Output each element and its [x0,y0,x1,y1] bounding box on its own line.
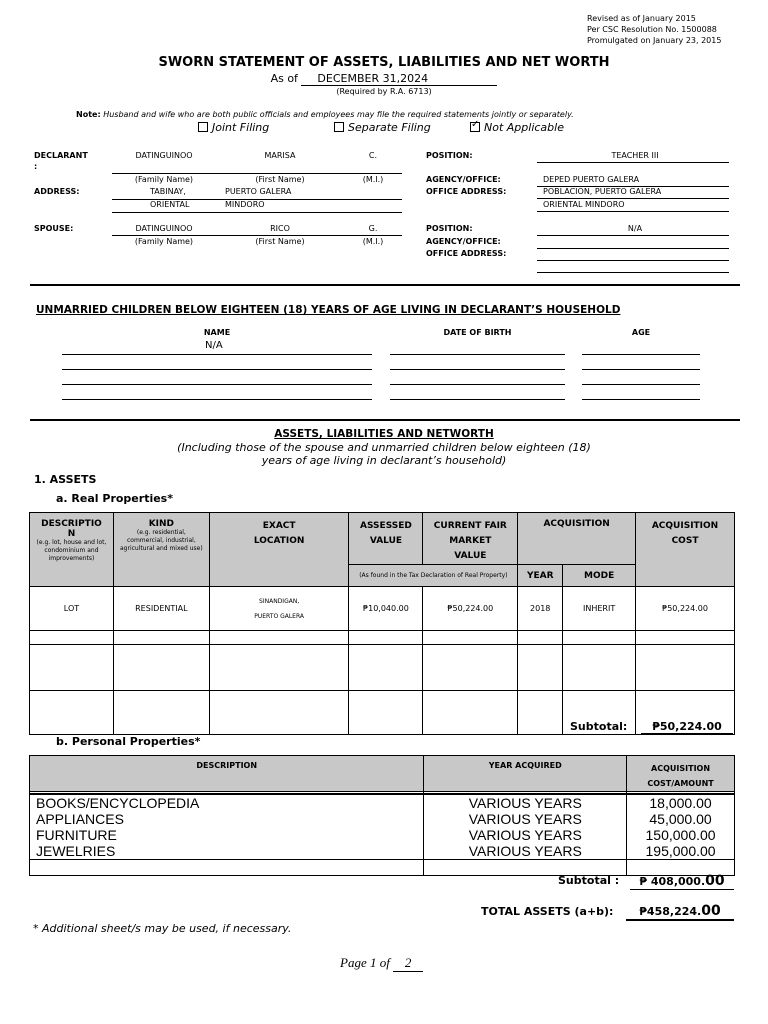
pp-h-year: YEAR ACQUIRED [424,756,627,792]
required-by: (Required by R.A. 6713) [336,87,432,96]
declarant-first-name: MARISA [264,151,296,160]
pp-row-cost: 150,000.00 [627,827,735,843]
rp-h-loc2: LOCATION [253,536,305,546]
address-line1b: PUERTO GALERA [225,187,292,196]
child-name-1: N/A [205,340,223,351]
rp-h-cost1: ACQUISITION [651,521,719,531]
revision-line-2: Per CSC Resolution No. 1500088 [587,25,717,34]
pp-h-desc: DESCRIPTION [30,756,424,792]
rp-h-assessed2: VALUE [369,536,403,546]
separate-filing-label: Separate Filing [348,121,431,134]
address-line2b: MINDORO [225,200,265,209]
pp-row-year: VARIOUS YEARS [424,827,627,843]
assets-sub2: years of age living in declarant’s household) [261,454,507,467]
children-col-dob: DATE OF BIRTH [443,328,512,337]
spouse-agency-label: AGENCY/OFFICE: [426,237,501,246]
spouse-position-label: POSITION: [426,224,473,233]
position-label: POSITION: [426,151,473,160]
first-name-caption: (First Name) [255,175,305,184]
note [76,110,574,119]
pp-row [30,811,735,827]
spouse-family-name: DATINGUINOO [135,224,193,233]
joint-filing-label: Joint Filing [212,121,270,134]
pp-subtotal-cents: 00 [705,873,725,889]
office-address-line1: POBLACION, PUERTO GALERA [543,187,662,196]
rp-h-desc2: N [67,529,76,539]
office-address-label: OFFICE ADDRESS: [426,187,507,196]
spouse-mi: G. [368,224,378,233]
children-col-name: NAME [203,328,231,337]
separate-filing-option[interactable] [334,121,431,134]
not-applicable-label: Not Applicable [484,121,564,134]
real-properties-table [29,512,735,735]
personal-properties-label: b. Personal Properties* [56,735,201,748]
pp-row-year: VARIOUS YEARS [424,843,627,860]
rp-h-desc-note: (e.g. lot, house and lot, condominium and improvements) [36,539,107,562]
joint-filing-option[interactable] [198,121,269,134]
declarant-agency: DEPED PUERTO GALERA [543,175,640,184]
rp-empty-row [30,631,735,645]
pp-h-cost1: ACQUISITION [651,764,711,773]
rp-subtotal-label: Subtotal: [570,720,628,733]
pp-row-description: APPLIANCES [30,811,424,827]
pp-row-description: FURNITURE [30,827,424,843]
address-line2a: ORIENTAL [150,200,190,209]
document-title: SWORN STATEMENT OF ASSETS, LIABILITIES AND NET WORTH [158,55,610,70]
total-assets-cents: 00 [701,903,721,919]
page-prefix: Page 1 of [340,955,390,970]
footnote: * Additional sheet/s may be used, if necessary. [33,922,292,935]
rp-row-year: 2018 [518,587,563,631]
assets-heading: ASSETS, LIABILITIES AND NETWORTH [274,428,494,440]
assets-label: 1. ASSETS [34,473,97,486]
pp-row [30,843,735,860]
pp-subtotal-label: Subtotal : [558,874,620,887]
rp-subtotal-value: ₱50,224.00 [641,720,733,734]
rp-row-location1: SINANDIGAN, [259,597,300,605]
rp-h-tax-note: (As found in the Tax Declaration of Real Property) [349,565,518,587]
rp-h-year: YEAR [518,565,563,587]
pp-row-cost: 195,000.00 [627,843,735,860]
as-of-label: As of [270,72,298,85]
rp-h-cost2: COST [671,536,699,546]
rp-h-fmv3: VALUE [454,551,487,561]
spouse-first-name-caption: (First Name) [255,237,305,246]
section-divider-2 [30,419,740,421]
not-applicable-checkbox[interactable] [470,122,480,132]
pp-row [30,794,735,811]
not-applicable-option[interactable] [470,121,564,134]
note-text: Husband and wife who are both public officials and employees may file the required statements jointly or separately. [103,110,574,119]
pp-rows [30,794,735,860]
rp-row-1 [30,587,735,631]
declarant-mi: C. [368,151,378,160]
revision-line-3: Promulgated on January 23, 2015 [587,36,722,45]
family-name-caption: (Family Name) [134,175,194,184]
total-assets-value [626,903,734,921]
declarant-family-name: DATINGUINOO [135,151,193,160]
pp-row-year: VARIOUS YEARS [424,794,627,811]
total-assets-amount: ₱458,224. [639,905,702,918]
personal-properties-table [29,755,735,876]
pp-row-description: JEWELRIES [30,843,424,860]
rp-h-loc1: EXACT [262,521,296,531]
rp-h-kind: KIND [148,519,175,529]
rp-row-cost: ₱50,224.00 [636,587,735,631]
rp-row-description: LOT [30,587,114,631]
rp-h-kind-note: (e.g. residential, commercial, industrial, agricultural and mixed use) [120,529,203,552]
spouse-first-name: RICO [270,224,290,233]
children-heading: UNMARRIED CHILDREN BELOW EIGHTEEN (18) YEARS OF AGE LIVING IN DECLARANT’S HOUSEHOLD [36,304,621,316]
rp-row-kind: RESIDENTIAL [113,587,209,631]
spouse-mi-caption: (M.I.) [362,237,384,246]
declarant-label: DECLARANT [34,151,88,160]
revision-line-1: Revised as of January 2015 [587,14,696,23]
children-col-age: AGE [631,328,651,337]
spouse-position: N/A [627,224,643,233]
note-label: Note: [76,110,101,119]
rp-h-assessed1: ASSESSED [360,521,412,531]
pp-row-cost: 45,000.00 [627,811,735,827]
rp-row-assessed: ₱10,040.00 [349,587,423,631]
separate-filing-checkbox[interactable] [334,122,344,132]
page-number [340,955,423,972]
total-assets-label: TOTAL ASSETS (a+b): [481,905,614,918]
joint-filing-checkbox[interactable] [198,122,208,132]
spouse-office-address-label: OFFICE ADDRESS: [426,249,507,258]
declarant-colon: : [34,162,38,171]
pp-row [30,827,735,843]
page-total: 2 [393,955,423,972]
section-divider [30,284,740,286]
rp-row-fmv: ₱50,224.00 [423,587,518,631]
as-of-date: DECEMBER 31,2024 [301,72,497,86]
agency-label: AGENCY/OFFICE: [426,175,501,184]
rp-row-location2: PUERTO GALERA [254,612,304,620]
office-address-line2: ORIENTAL MINDORO [543,200,625,209]
address-line1a: TABINAY, [150,187,186,196]
assets-sub1: (Including those of the spouse and unmarried children below eighteen (18) [177,441,591,454]
pp-row-year: VARIOUS YEARS [424,811,627,827]
rp-h-fmv2: MARKET [449,536,492,546]
pp-subtotal-amount: ₱ 408,000. [639,875,706,888]
as-of-line [0,72,768,86]
rp-h-acq: ACQUISITION [543,519,610,529]
pp-row-cost: 18,000.00 [627,794,735,811]
pp-subtotal-value [630,873,734,890]
rp-row-mode: INHERIT [563,587,636,631]
rp-empty-row [30,645,735,691]
rp-h-desc1: DESCRIPTIO [41,519,102,529]
real-properties-label: a. Real Properties* [56,492,173,505]
pp-row-description: BOOKS/ENCYCLOPEDIA [30,794,424,811]
rp-h-mode: MODE [563,565,636,587]
declarant-position: TEACHER III [611,151,659,160]
pp-empty-row [30,859,735,875]
rp-empty-row [30,691,735,735]
rp-h-fmv1: CURRENT FAIR [433,521,507,531]
spouse-family-name-caption: (Family Name) [134,237,194,246]
address-label: ADDRESS: [34,187,80,196]
pp-h-cost2: COST/AMOUNT [647,779,714,788]
spouse-label: SPOUSE: [34,224,74,233]
mi-caption: (M.I.) [362,175,384,184]
